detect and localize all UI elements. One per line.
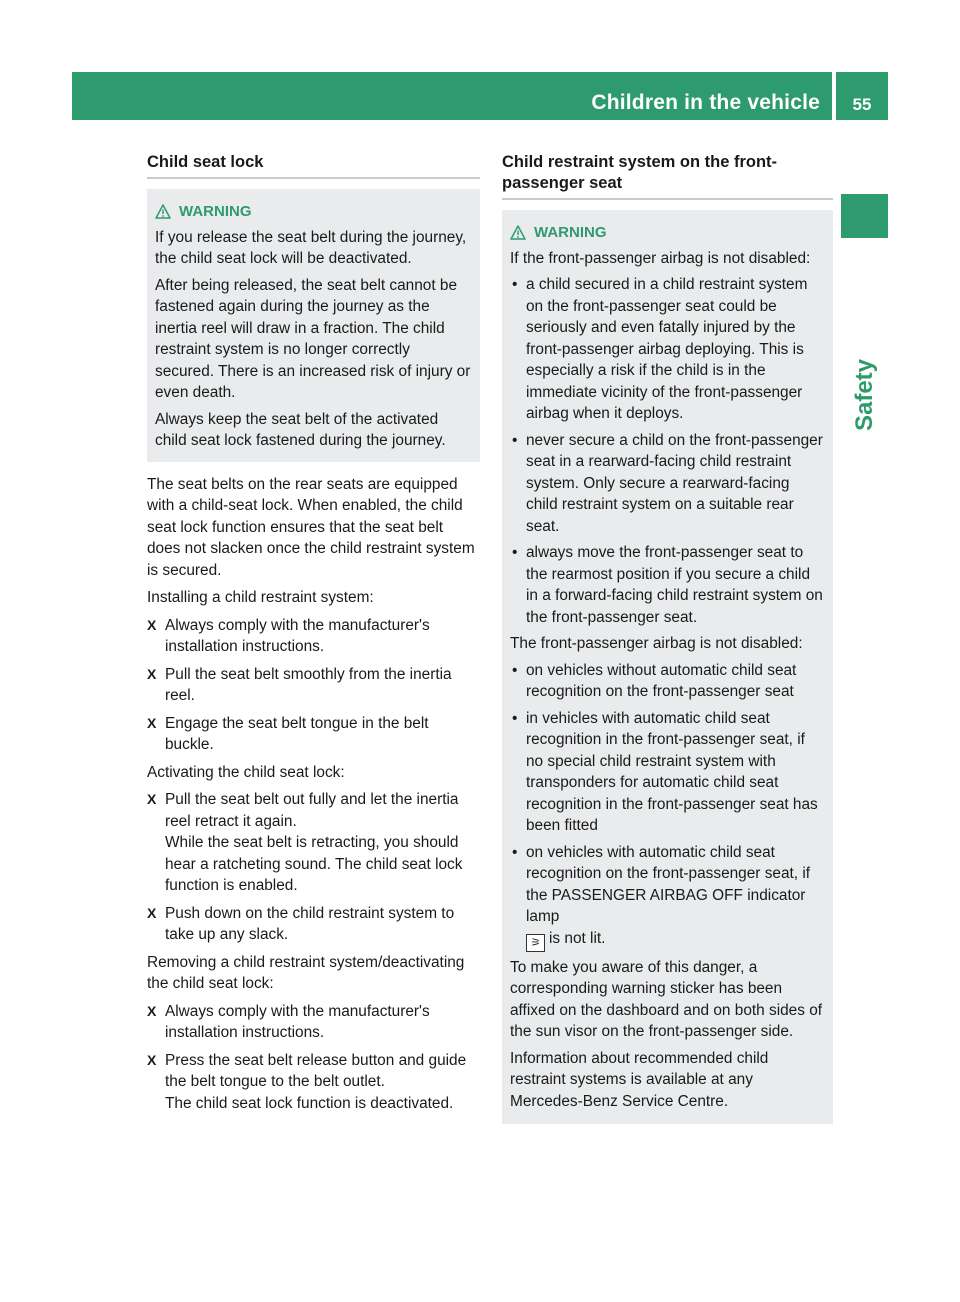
- list-item: • on vehicles with automatic child seat recognition on the front-passenger seat, if the PASSENGER AIRBAG OFF indicator lamp ⚞ is not lit.: [510, 842, 825, 952]
- warning-box: [502, 210, 833, 1124]
- chapter-title: Children in the vehicle: [591, 91, 820, 114]
- bullet-icon: •: [512, 843, 518, 861]
- list-item: • always move the front-passenger seat to the rearmost position if you secure a child in a forward-facing child restraint system on the front-passenger seat.: [512, 544, 823, 626]
- warning-paragraph: Always keep the seat belt of the activated child seat lock fastened during the journey.: [155, 410, 446, 449]
- section-tab-marker: [841, 194, 888, 238]
- list-item: • in vehicles with automatic child seat recognition in the front-passenger seat, if no special child restraint system with transponders for automatic child seat recognition in the front-passenger seat has been fitted: [512, 709, 818, 834]
- remove-heading: Removing a child restraint system/deactivating the child seat lock:: [147, 953, 465, 992]
- list-item: • never secure a child on the front-passenger seat in a rearward-facing child restraint system. Only secure a rearward-facing child restraint system on a suitable rear seat.: [512, 431, 823, 535]
- install-heading: Installing a child restraint system:: [147, 589, 374, 606]
- step-arrow-icon: X: [147, 665, 157, 682]
- front-passenger-heading: Child restraint system on the front-passenger seat: [502, 153, 778, 192]
- step-arrow-icon: X: [147, 616, 157, 633]
- left-column: [147, 152, 480, 1120]
- warning-box: [147, 189, 480, 462]
- activate-heading: Activating the child seat lock:: [147, 763, 345, 781]
- step-result: While the seat belt is retracting, you should hear a ratcheting sound. The child seat lock function is enabled.: [165, 834, 463, 894]
- bullet-icon: •: [512, 431, 518, 449]
- bullet-icon: •: [512, 276, 518, 293]
- info-paragraph: Information about recommended child restraint systems is available at any Mercedes-Benz Service Centre.: [510, 1049, 769, 1110]
- warning-triangle-icon: [510, 225, 526, 240]
- list-item: • on vehicles without automatic child seat recognition on the front-passenger seat: [512, 661, 797, 700]
- bullet-icon: •: [512, 709, 518, 727]
- instruction-step: X Pull the seat belt smoothly from the inertia reel.: [147, 665, 452, 704]
- step-arrow-icon: X: [147, 1002, 157, 1019]
- section-tab: [842, 340, 888, 450]
- heading-divider: [147, 177, 480, 179]
- warning-header: [155, 201, 472, 223]
- page-number: 55: [852, 95, 872, 114]
- warning-paragraph: If you release the seat belt during the journey, the child seat lock will be deactivated.: [155, 228, 467, 267]
- intro-paragraph: The seat belts on the rear seats are equipped with a child-seat lock. When enabled, the child seat lock function ensures that the seat belt does not slacken once the child restraint system is secured.: [147, 475, 475, 579]
- step-arrow-icon: X: [147, 1051, 157, 1068]
- right-column: [502, 152, 833, 1124]
- warning-header: [510, 222, 825, 244]
- list-item: • a child secured in a child restraint system on the front-passenger seat could be seriously and even fatally injured by the front-passenger airbag deploying. This is especially a risk if the child is in the immediate vicinity of the front-passenger airbag when it deploys.: [512, 276, 808, 422]
- instruction-step: X Always comply with the manufacturer's installation instructions.: [147, 616, 430, 655]
- warning-intro: The front-passenger airbag is not disabled:: [510, 635, 803, 652]
- warning-triangle-icon: [155, 204, 171, 219]
- sticker-paragraph: To make you aware of this danger, a corresponding warning sticker has been affixed on the dashboard and on both sides of the sun visor on the front-passenger side.: [510, 958, 823, 1040]
- airbag-off-indicator-icon: ⚞: [526, 934, 545, 952]
- warning-label: WARNING: [179, 203, 252, 220]
- instruction-step: X Engage the seat belt tongue in the belt buckle.: [147, 714, 429, 753]
- heading-divider: [502, 198, 833, 200]
- instruction-step: X Pull the seat belt out fully and let the inertia reel retract it again. While the seat belt is retracting, you should hear a ratcheting sound. The child seat lock function is enabled.: [147, 791, 463, 894]
- instruction-step: X Press the seat belt release button and guide the belt tongue to the belt outlet. The child seat lock function is deactivated.: [147, 1051, 467, 1112]
- instruction-step: X Always comply with the manufacturer's installation instructions.: [147, 1002, 430, 1041]
- instruction-step: X Push down on the child restraint system to take up any slack.: [147, 904, 455, 943]
- step-arrow-icon: X: [147, 904, 157, 921]
- step-arrow-icon: X: [147, 791, 157, 807]
- page-number-box: [836, 72, 888, 120]
- bullet-icon: •: [512, 661, 518, 679]
- step-arrow-icon: X: [147, 714, 157, 731]
- warning-label: WARNING: [534, 224, 607, 241]
- bullet-icon: •: [512, 544, 518, 561]
- page-header-bar: [72, 72, 832, 120]
- child-seat-lock-heading: Child seat lock: [147, 153, 264, 171]
- warning-intro: If the front-passenger airbag is not disabled:: [510, 249, 811, 267]
- warning-paragraph: After being released, the seat belt cannot be fastened again during the journey as the inertia reel will draw in a fraction. The child restraint system is no longer correctly secured. There is an increased risk of injury or even death.: [155, 276, 471, 401]
- step-result: The child seat lock function is deactivated.: [165, 1094, 454, 1112]
- section-tab-label: Safety: [851, 358, 878, 432]
